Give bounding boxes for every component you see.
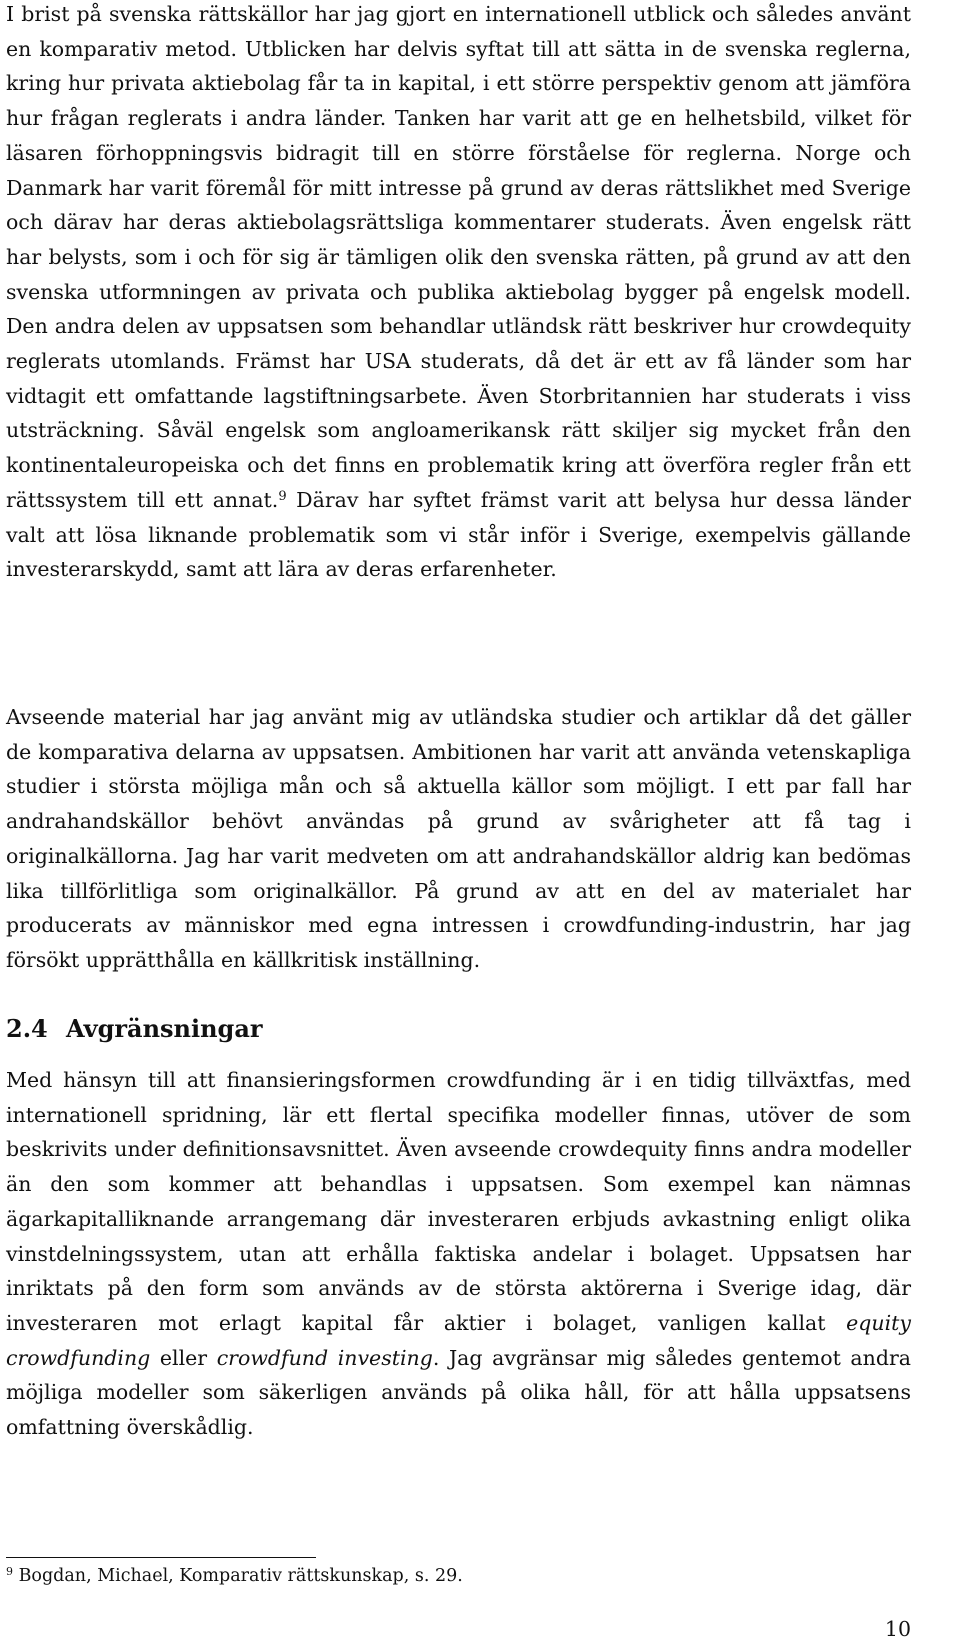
footnote-divider [6, 1557, 316, 1558]
footnote-number: 9 [6, 1565, 13, 1578]
delimitation-text-3: . Jag avgränsar mig således gentemot andra möjliga modeller som säkerligen används på olika håll, för att hålla uppsatsens omfattning överskådlig. [6, 1345, 912, 1440]
material-paragraph-text: Avseende material har jag använt mig av utländska studier och artiklar då det gäller de komparativa delarna av uppsatsen. Ambitionen har varit att använda vetenskapliga studier i största möjliga mån och så aktuella källor som möjligt. I ett par fall har andrahandskällor behövt användas på grund av svårigheter att få tag i originalkällorna. Jag har varit medveten om att andrahandskällor aldrig kan bedömas lika tillförlitliga som originalkällor. På grund av att en del av materialet har producerats av människor med egna intressen i crowdfunding-industrin, har jag försökt upprätthålla en källkritisk inställning. [6, 705, 911, 972]
method-paragraph-text-continued: Därav har syftet främst varit att belysa hur dessa länder valt att lösa liknande problematik som vi står inför i Sverige, exempelvis gällande investerarskydd, samt att lära av deras erfarenheter. [6, 487, 911, 582]
method-paragraph [6, 0, 911, 587]
method-paragraph-text: I brist på svenska rättskällor har jag gjort en internationell utblick och således använt en komparativ metod. Utblicken har delvis syftat till att sätta in de svenska reglerna, kring hur privata aktiebolag får ta in kapital, i ett större perspektiv genom att jämföra hur frågan reglerats i andra länder. Tanken har varit att ge en helhetsbild, vilket för läsaren förhoppningsvis bidragit till en större förståelse för reglerna. Norge och Danmark har varit föremål för mitt intresse på grund av deras rättslikhet med Sverige och därav har deras aktiebolagsrättsliga kommentarer studerats. Även engelsk rätt har belysts, som i och för sig är tämligen olik den svenska rätten, på grund av att den svenska utformningen av privata och publika aktiebolag bygger på engelsk modell. Den andra delen av uppsatsen som behandlar utländsk rätt beskriver hur crowdequity reglerats utomlands. Främst har USA studerats, då det är ett av få länder som har vidtagit ett omfattande lagstiftningsarbete. Även Storbritannien har studerats i viss utsträckning. Såväl engelsk som angloamerikansk rätt skiljer sig mycket från den kontinentaleuropeiska och det finns en problematik kring att överföra regler från ett rättssystem till ett annat. [6, 2, 911, 512]
term-crowdfund-investing: crowdfund investing [216, 1345, 433, 1370]
section-heading [6, 1012, 263, 1046]
section-title: Avgränsningar [66, 1014, 263, 1043]
material-paragraph [6, 700, 911, 978]
delimitation-text-2: eller [150, 1345, 217, 1370]
page-number: 10 [884, 1617, 911, 1641]
footnote-text: Bogdan, Michael, Komparativ rättskunskap, s. 29. [13, 1566, 463, 1586]
section-number: 2.4 [6, 1014, 48, 1043]
footnote [6, 1563, 463, 1589]
term-equity-crowdfunding: equity crowdfunding [6, 1310, 911, 1370]
footnote-reference[interactable]: 9 [278, 488, 287, 504]
delimitation-paragraph [6, 1063, 911, 1445]
delimitation-text-1: Med hänsyn till att finansieringsformen crowdfunding är i en tidig tillväxtfas, med internationell spridning, lär ett flertal specifika modeller finnas, utöver de som beskrivits under definitionsavsnittet. Även avseende crowdequity finns andra modeller än den som kommer att behandlas i uppsatsen. Som exempel kan nämnas ägarkapitalliknande arrangemang där investeraren erbjuds avkastning enligt olika vinstdelningssystem, utan att erhålla faktiska andelar i bolaget. Uppsatsen har inriktats på den form som används av de största aktörerna i Sverige idag, där investeraren mot erlagt kapital får aktier i bolaget, vanligen kallat [6, 1068, 911, 1335]
